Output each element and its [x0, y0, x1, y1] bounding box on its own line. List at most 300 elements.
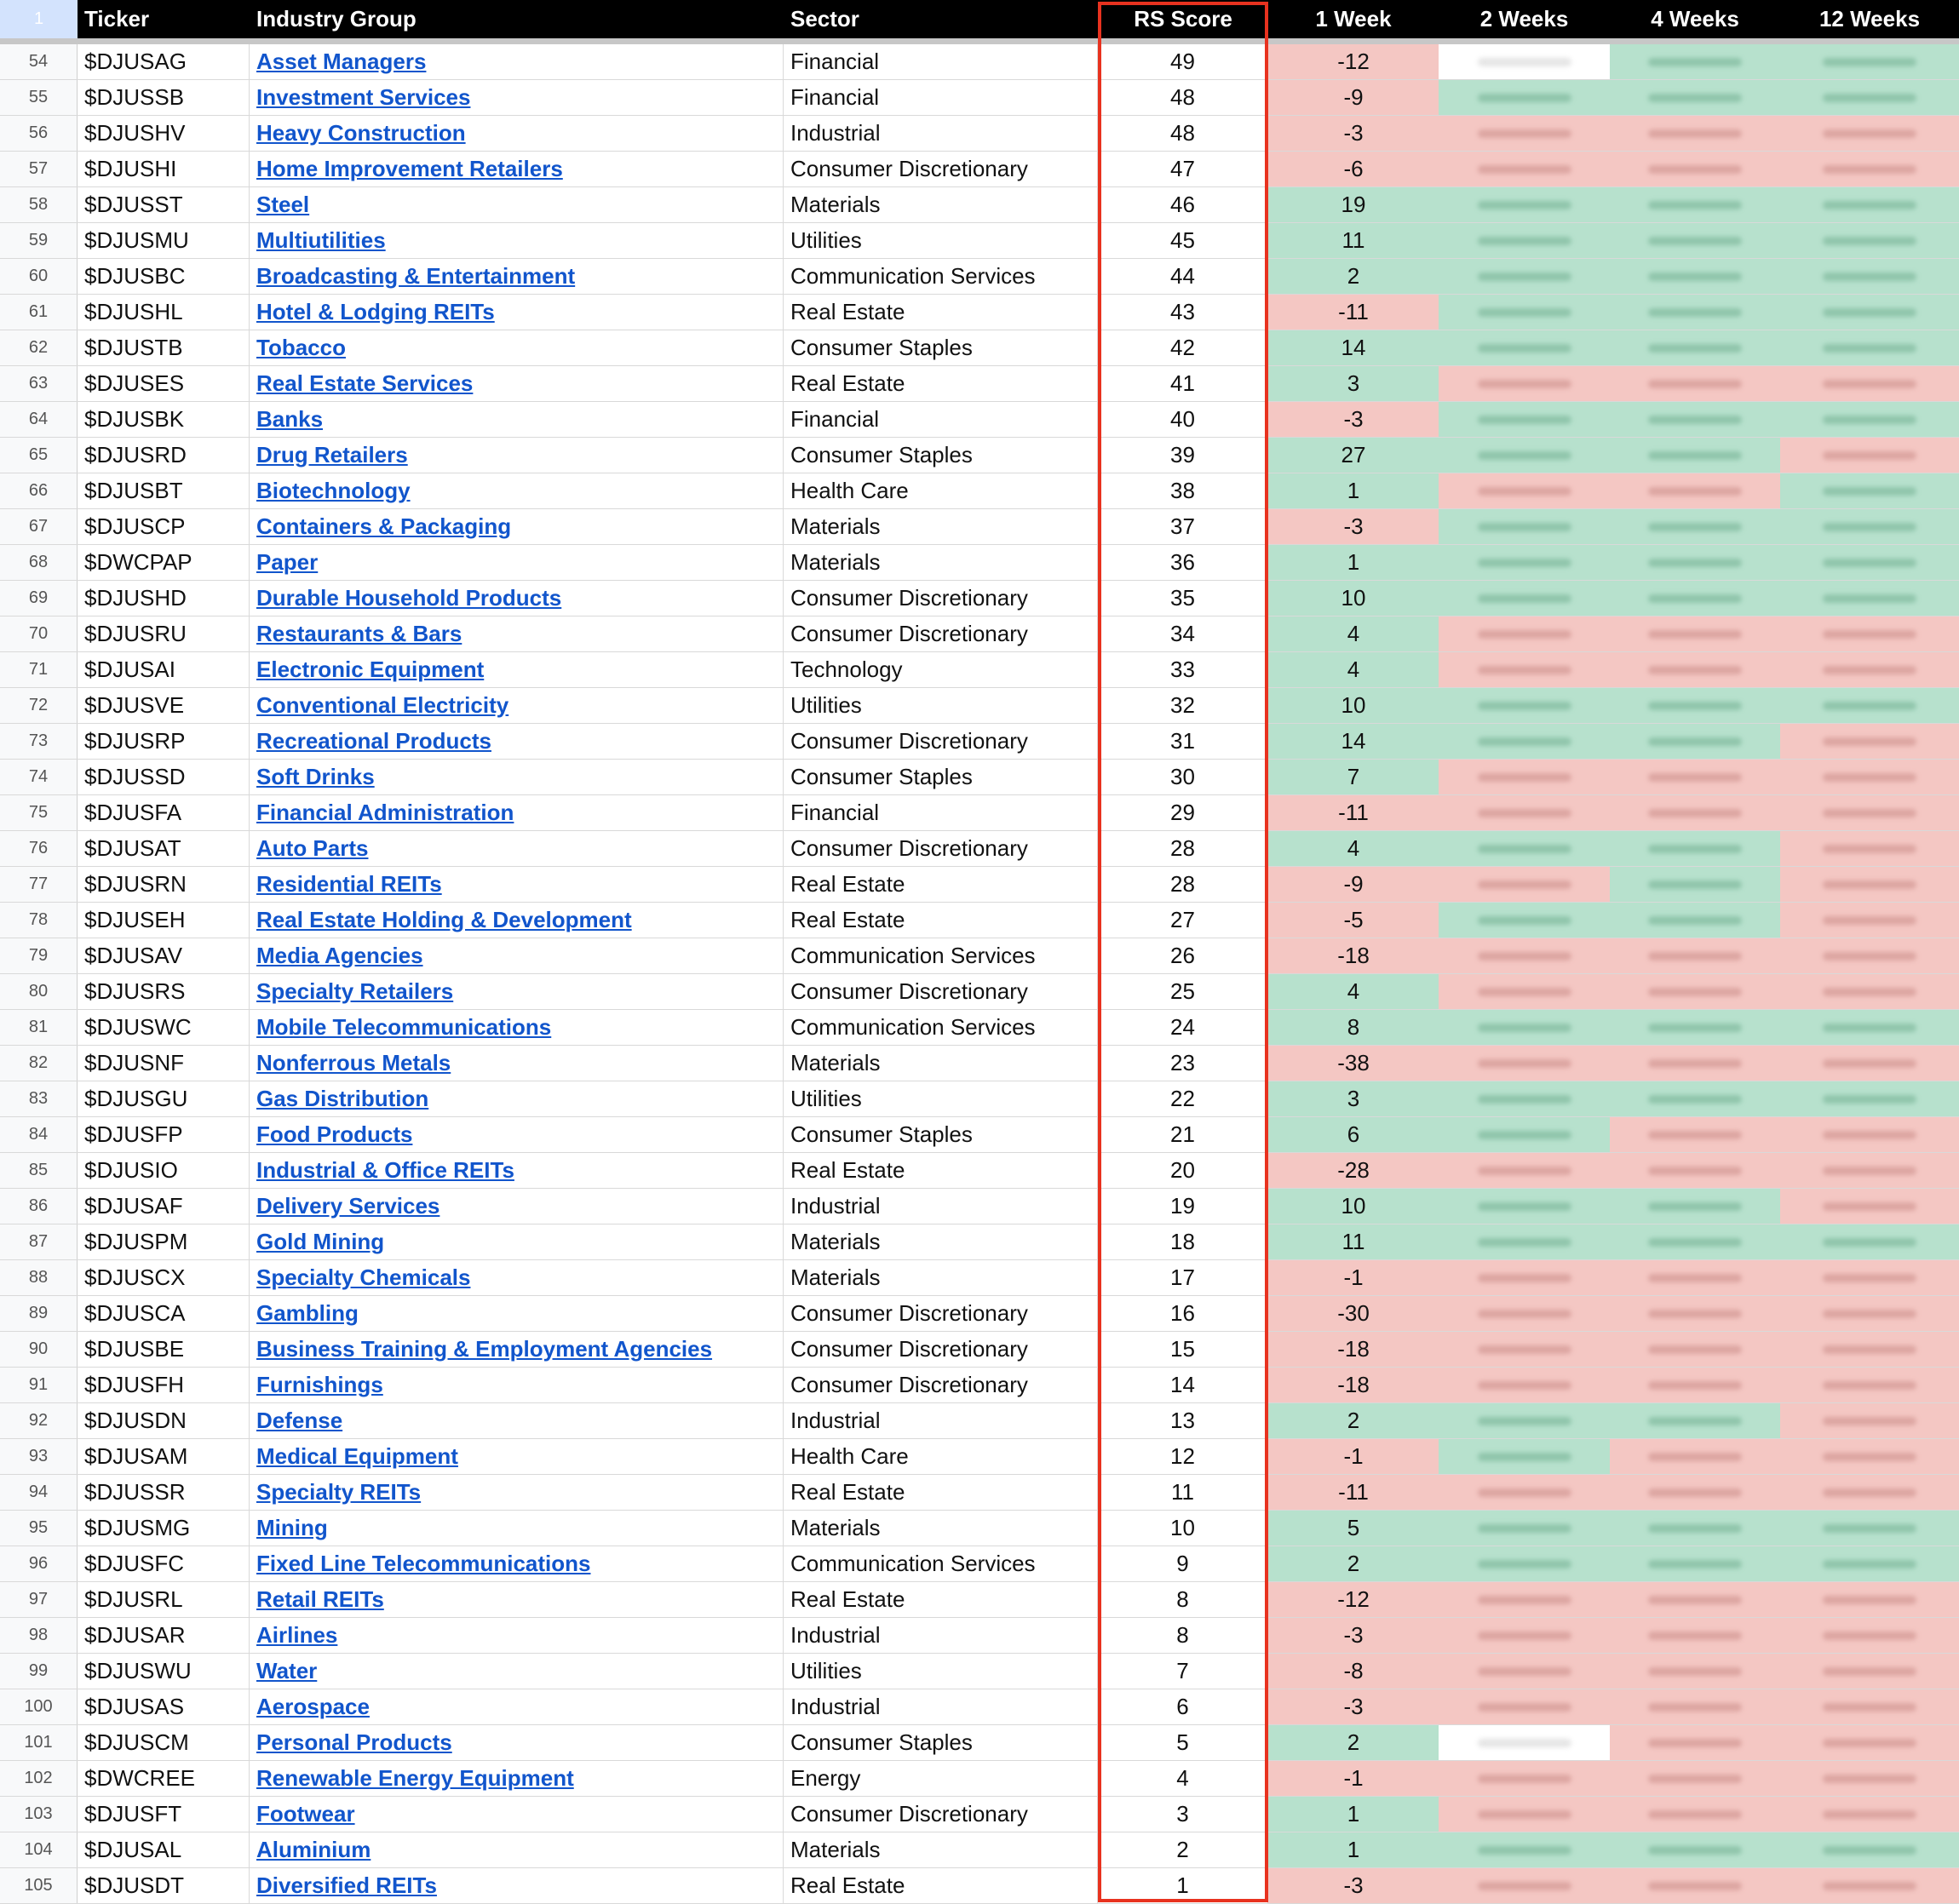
ticker-cell[interactable]: $DJUSCX	[78, 1260, 250, 1295]
sector-cell[interactable]: Consumer Discretionary	[784, 617, 1098, 651]
industry-group-cell[interactable]	[250, 1403, 784, 1438]
industry-group-cell[interactable]	[250, 1546, 784, 1581]
twelve-weeks-cell[interactable]	[1780, 652, 1959, 687]
one-week-change-cell[interactable]: 4	[1268, 974, 1439, 1009]
ticker-cell[interactable]: $DJUSIO	[78, 1153, 250, 1188]
industry-group-link[interactable]: Mobile Telecommunications	[256, 1014, 552, 1040]
one-week-change-cell[interactable]: 14	[1268, 724, 1439, 759]
industry-group-link[interactable]: Conventional Electricity	[256, 692, 509, 718]
twelve-weeks-cell[interactable]	[1780, 1117, 1959, 1152]
sector-cell[interactable]: Consumer Staples	[784, 1725, 1098, 1760]
industry-group-cell[interactable]	[250, 867, 784, 902]
two-weeks-cell[interactable]	[1439, 80, 1610, 115]
sector-cell[interactable]: Consumer Discretionary	[784, 724, 1098, 759]
industry-group-cell[interactable]	[250, 1511, 784, 1546]
row-number[interactable]: 104	[0, 1832, 78, 1867]
industry-group-cell[interactable]	[250, 1153, 784, 1188]
one-week-change-cell[interactable]: 1	[1268, 1797, 1439, 1832]
industry-group-link[interactable]: Real Estate Holding & Development	[256, 907, 632, 932]
two-weeks-cell[interactable]	[1439, 581, 1610, 616]
industry-group-link[interactable]: Personal Products	[256, 1729, 452, 1755]
row-number[interactable]: 56	[0, 116, 78, 151]
twelve-weeks-cell[interactable]	[1780, 545, 1959, 580]
rs-score-cell[interactable]: 11	[1098, 1475, 1268, 1510]
table-row[interactable]	[0, 1368, 1959, 1403]
twelve-weeks-cell[interactable]	[1780, 402, 1959, 437]
industry-group-cell[interactable]	[250, 1117, 784, 1152]
sector-cell[interactable]: Real Estate	[784, 295, 1098, 330]
row-number[interactable]: 75	[0, 795, 78, 830]
industry-group-link[interactable]: Nonferrous Metals	[256, 1050, 451, 1075]
one-week-change-cell[interactable]: -18	[1268, 1368, 1439, 1402]
industry-group-cell[interactable]	[250, 223, 784, 258]
one-week-change-cell[interactable]: -3	[1268, 1868, 1439, 1903]
sector-cell[interactable]: Health Care	[784, 473, 1098, 508]
rs-score-cell[interactable]: 34	[1098, 617, 1268, 651]
two-weeks-cell[interactable]	[1439, 402, 1610, 437]
rs-score-cell[interactable]: 10	[1098, 1511, 1268, 1546]
two-weeks-cell[interactable]	[1439, 938, 1610, 973]
table-row[interactable]	[0, 903, 1959, 938]
sector-cell[interactable]: Consumer Discretionary	[784, 1368, 1098, 1402]
twelve-weeks-cell[interactable]	[1780, 1046, 1959, 1081]
row-number[interactable]: 92	[0, 1403, 78, 1438]
twelve-weeks-cell[interactable]	[1780, 116, 1959, 151]
four-weeks-cell[interactable]	[1610, 1654, 1780, 1689]
industry-group-link[interactable]: Containers & Packaging	[256, 513, 512, 539]
table-row[interactable]	[0, 1797, 1959, 1832]
row-number[interactable]: 78	[0, 903, 78, 938]
ticker-cell[interactable]: $DJUSFC	[78, 1546, 250, 1581]
table-row[interactable]	[0, 795, 1959, 831]
sector-cell[interactable]: Consumer Discretionary	[784, 974, 1098, 1009]
row-number[interactable]: 84	[0, 1117, 78, 1152]
rs-score-cell[interactable]: 14	[1098, 1368, 1268, 1402]
rs-score-cell[interactable]: 12	[1098, 1439, 1268, 1474]
sector-cell[interactable]: Materials	[784, 1046, 1098, 1081]
one-week-change-cell[interactable]: -9	[1268, 80, 1439, 115]
row-number[interactable]: 94	[0, 1475, 78, 1510]
ticker-cell[interactable]: $DJUSFH	[78, 1368, 250, 1402]
four-weeks-cell[interactable]	[1610, 795, 1780, 830]
rs-score-cell[interactable]: 33	[1098, 652, 1268, 687]
two-weeks-cell[interactable]	[1439, 223, 1610, 258]
industry-group-link[interactable]: Gas Distribution	[256, 1086, 429, 1111]
four-weeks-cell[interactable]	[1610, 1010, 1780, 1045]
industry-group-cell[interactable]	[250, 80, 784, 115]
table-row[interactable]	[0, 1832, 1959, 1868]
industry-group-cell[interactable]	[250, 1189, 784, 1224]
row-number[interactable]: 87	[0, 1224, 78, 1259]
column-header-rs-score[interactable]: RS Score	[1134, 6, 1232, 32]
industry-group-cell[interactable]	[250, 116, 784, 151]
two-weeks-cell[interactable]	[1439, 795, 1610, 830]
sector-cell[interactable]: Materials	[784, 1511, 1098, 1546]
four-weeks-cell[interactable]	[1610, 1153, 1780, 1188]
industry-group-cell[interactable]	[250, 1224, 784, 1259]
sector-cell[interactable]: Consumer Discretionary	[784, 1332, 1098, 1367]
twelve-weeks-cell[interactable]	[1780, 795, 1959, 830]
industry-group-link[interactable]: Tobacco	[256, 335, 346, 360]
one-week-change-cell[interactable]: -30	[1268, 1296, 1439, 1331]
twelve-weeks-cell[interactable]	[1780, 1511, 1959, 1546]
ticker-cell[interactable]: $DJUSRS	[78, 974, 250, 1009]
two-weeks-cell[interactable]	[1439, 438, 1610, 473]
ticker-cell[interactable]: $DJUSHV	[78, 116, 250, 151]
one-week-change-cell[interactable]: -9	[1268, 867, 1439, 902]
two-weeks-cell[interactable]	[1439, 187, 1610, 222]
rs-score-cell[interactable]: 48	[1098, 80, 1268, 115]
twelve-weeks-cell[interactable]	[1780, 259, 1959, 294]
sector-cell[interactable]: Real Estate	[784, 366, 1098, 401]
two-weeks-cell[interactable]	[1439, 1368, 1610, 1402]
industry-group-cell[interactable]	[250, 1725, 784, 1760]
two-weeks-cell[interactable]	[1439, 1117, 1610, 1152]
twelve-weeks-cell[interactable]	[1780, 903, 1959, 938]
industry-group-link[interactable]: Gold Mining	[256, 1229, 385, 1254]
four-weeks-cell[interactable]	[1610, 80, 1780, 115]
table-row[interactable]	[0, 1618, 1959, 1654]
four-weeks-cell[interactable]	[1610, 867, 1780, 902]
rs-score-cell[interactable]: 42	[1098, 330, 1268, 365]
row-number[interactable]: 62	[0, 330, 78, 365]
ticker-cell[interactable]: $DJUSCM	[78, 1725, 250, 1760]
four-weeks-cell[interactable]	[1610, 1260, 1780, 1295]
industry-group-link[interactable]: Aerospace	[256, 1694, 370, 1719]
industry-group-link[interactable]: Recreational Products	[256, 728, 491, 754]
table-row[interactable]	[0, 187, 1959, 223]
four-weeks-cell[interactable]	[1610, 1546, 1780, 1581]
table-row[interactable]	[0, 1332, 1959, 1368]
industry-group-link[interactable]: Diversified REITs	[256, 1872, 437, 1898]
row-number[interactable]: 74	[0, 760, 78, 794]
industry-group-cell[interactable]	[250, 402, 784, 437]
one-week-change-cell[interactable]: -11	[1268, 295, 1439, 330]
rs-score-cell[interactable]: 29	[1098, 795, 1268, 830]
rs-score-cell[interactable]: 43	[1098, 295, 1268, 330]
ticker-cell[interactable]: $DJUSFA	[78, 795, 250, 830]
four-weeks-cell[interactable]	[1610, 1761, 1780, 1796]
twelve-weeks-cell[interactable]	[1780, 1546, 1959, 1581]
sector-cell[interactable]: Consumer Discretionary	[784, 831, 1098, 866]
rs-score-cell[interactable]: 28	[1098, 867, 1268, 902]
one-week-change-cell[interactable]: 4	[1268, 831, 1439, 866]
row-number[interactable]: 103	[0, 1797, 78, 1832]
industry-group-cell[interactable]	[250, 1296, 784, 1331]
rs-score-cell[interactable]: 8	[1098, 1618, 1268, 1653]
industry-group-link[interactable]: Electronic Equipment	[256, 657, 485, 682]
row-number[interactable]: 88	[0, 1260, 78, 1295]
twelve-weeks-cell[interactable]	[1780, 1332, 1959, 1367]
ticker-cell[interactable]: $DJUSBT	[78, 473, 250, 508]
twelve-weeks-cell[interactable]	[1780, 724, 1959, 759]
row-number[interactable]: 100	[0, 1689, 78, 1724]
row-number[interactable]: 58	[0, 187, 78, 222]
industry-group-cell[interactable]	[250, 1439, 784, 1474]
table-row[interactable]	[0, 366, 1959, 402]
table-row[interactable]	[0, 1153, 1959, 1189]
ticker-cell[interactable]: $DWCREE	[78, 1761, 250, 1796]
ticker-cell[interactable]: $DJUSHI	[78, 152, 250, 186]
industry-group-link[interactable]: Real Estate Services	[256, 370, 474, 396]
industry-group-cell[interactable]	[250, 187, 784, 222]
one-week-change-cell[interactable]: -38	[1268, 1046, 1439, 1081]
four-weeks-cell[interactable]	[1610, 1046, 1780, 1081]
sector-cell[interactable]: Utilities	[784, 1654, 1098, 1689]
row-number[interactable]: 83	[0, 1081, 78, 1116]
column-header-sector[interactable]: Sector	[790, 6, 859, 32]
four-weeks-cell[interactable]	[1610, 652, 1780, 687]
sector-cell[interactable]: Real Estate	[784, 1475, 1098, 1510]
sector-cell[interactable]: Real Estate	[784, 903, 1098, 938]
row-number[interactable]: 96	[0, 1546, 78, 1581]
one-week-change-cell[interactable]: -3	[1268, 1689, 1439, 1724]
sector-cell[interactable]: Industrial	[784, 1403, 1098, 1438]
two-weeks-cell[interactable]	[1439, 1403, 1610, 1438]
table-row[interactable]	[0, 1224, 1959, 1260]
twelve-weeks-cell[interactable]	[1780, 1189, 1959, 1224]
four-weeks-cell[interactable]	[1610, 1582, 1780, 1617]
industry-group-cell[interactable]	[250, 938, 784, 973]
four-weeks-cell[interactable]	[1610, 617, 1780, 651]
table-row[interactable]	[0, 617, 1959, 652]
one-week-change-cell[interactable]: -11	[1268, 795, 1439, 830]
sector-cell[interactable]: Materials	[784, 509, 1098, 544]
twelve-weeks-cell[interactable]	[1780, 473, 1959, 508]
four-weeks-cell[interactable]	[1610, 1618, 1780, 1653]
ticker-cell[interactable]: $DJUSWC	[78, 1010, 250, 1045]
twelve-weeks-cell[interactable]	[1780, 1654, 1959, 1689]
two-weeks-cell[interactable]	[1439, 652, 1610, 687]
one-week-change-cell[interactable]: -28	[1268, 1153, 1439, 1188]
one-week-change-cell[interactable]: -1	[1268, 1260, 1439, 1295]
table-row[interactable]	[0, 1475, 1959, 1511]
two-weeks-cell[interactable]	[1439, 295, 1610, 330]
twelve-weeks-cell[interactable]	[1780, 330, 1959, 365]
ticker-cell[interactable]: $DJUSRN	[78, 867, 250, 902]
table-row[interactable]	[0, 1546, 1959, 1582]
table-row[interactable]	[0, 1010, 1959, 1046]
industry-group-link[interactable]: Mining	[256, 1515, 328, 1540]
table-row[interactable]	[0, 116, 1959, 152]
industry-group-cell[interactable]	[250, 152, 784, 186]
one-week-change-cell[interactable]: 2	[1268, 259, 1439, 294]
twelve-weeks-cell[interactable]	[1780, 1224, 1959, 1259]
row-number[interactable]: 93	[0, 1439, 78, 1474]
twelve-weeks-cell[interactable]	[1780, 1403, 1959, 1438]
row-number[interactable]: 55	[0, 80, 78, 115]
ticker-cell[interactable]: $DJUSAL	[78, 1832, 250, 1867]
row-number[interactable]: 61	[0, 295, 78, 330]
one-week-change-cell[interactable]: -3	[1268, 1618, 1439, 1653]
one-week-change-cell[interactable]: -12	[1268, 44, 1439, 79]
twelve-weeks-cell[interactable]	[1780, 187, 1959, 222]
row-number[interactable]: 64	[0, 402, 78, 437]
table-row[interactable]	[0, 259, 1959, 295]
rs-score-cell[interactable]: 22	[1098, 1081, 1268, 1116]
rs-score-cell[interactable]: 38	[1098, 473, 1268, 508]
two-weeks-cell[interactable]	[1439, 724, 1610, 759]
one-week-change-cell[interactable]: -18	[1268, 938, 1439, 973]
sector-cell[interactable]: Utilities	[784, 688, 1098, 723]
row-number[interactable]: 71	[0, 652, 78, 687]
four-weeks-cell[interactable]	[1610, 402, 1780, 437]
ticker-cell[interactable]: $DJUSNF	[78, 1046, 250, 1081]
industry-group-cell[interactable]	[250, 438, 784, 473]
four-weeks-cell[interactable]	[1610, 903, 1780, 938]
industry-group-link[interactable]: Auto Parts	[256, 835, 369, 861]
sector-cell[interactable]: Industrial	[784, 116, 1098, 151]
industry-group-link[interactable]: Fixed Line Telecommunications	[256, 1551, 591, 1576]
industry-group-cell[interactable]	[250, 1046, 784, 1081]
rs-score-cell[interactable]: 7	[1098, 1654, 1268, 1689]
four-weeks-cell[interactable]	[1610, 545, 1780, 580]
sector-cell[interactable]: Financial	[784, 80, 1098, 115]
sector-cell[interactable]: Communication Services	[784, 1010, 1098, 1045]
two-weeks-cell[interactable]	[1439, 1797, 1610, 1832]
sector-cell[interactable]: Communication Services	[784, 938, 1098, 973]
one-week-change-cell[interactable]: 10	[1268, 688, 1439, 723]
sector-cell[interactable]: Communication Services	[784, 259, 1098, 294]
sector-cell[interactable]: Materials	[784, 545, 1098, 580]
rs-score-cell[interactable]: 18	[1098, 1224, 1268, 1259]
row-number[interactable]: 86	[0, 1189, 78, 1224]
row-number[interactable]: 59	[0, 223, 78, 258]
ticker-cell[interactable]: $DJUSAV	[78, 938, 250, 973]
industry-group-cell[interactable]	[250, 44, 784, 79]
table-row[interactable]	[0, 1117, 1959, 1153]
two-weeks-cell[interactable]	[1439, 903, 1610, 938]
one-week-change-cell[interactable]: 10	[1268, 1189, 1439, 1224]
one-week-change-cell[interactable]: -11	[1268, 1475, 1439, 1510]
industry-group-link[interactable]: Gambling	[256, 1300, 359, 1326]
industry-group-link[interactable]: Multiutilities	[256, 227, 386, 253]
one-week-change-cell[interactable]: 7	[1268, 760, 1439, 794]
four-weeks-cell[interactable]	[1610, 1081, 1780, 1116]
column-header-12-weeks[interactable]: 12 Weeks	[1818, 6, 1921, 32]
rs-score-cell[interactable]: 21	[1098, 1117, 1268, 1152]
row-number[interactable]: 90	[0, 1332, 78, 1367]
table-row[interactable]	[0, 724, 1959, 760]
row-number[interactable]: 57	[0, 152, 78, 186]
one-week-change-cell[interactable]: 2	[1268, 1725, 1439, 1760]
industry-group-link[interactable]: Biotechnology	[256, 478, 411, 503]
industry-group-link[interactable]: Paper	[256, 549, 319, 575]
sector-cell[interactable]: Materials	[784, 1224, 1098, 1259]
row-number[interactable]: 67	[0, 509, 78, 544]
row-number[interactable]: 80	[0, 974, 78, 1009]
rs-score-cell[interactable]: 41	[1098, 366, 1268, 401]
two-weeks-cell[interactable]	[1439, 1546, 1610, 1581]
two-weeks-cell[interactable]	[1439, 330, 1610, 365]
rs-score-cell[interactable]: 45	[1098, 223, 1268, 258]
two-weeks-cell[interactable]	[1439, 152, 1610, 186]
rs-score-cell[interactable]: 35	[1098, 581, 1268, 616]
table-row[interactable]	[0, 1081, 1959, 1117]
rs-score-cell[interactable]: 1	[1098, 1868, 1268, 1903]
sector-cell[interactable]: Health Care	[784, 1439, 1098, 1474]
industry-group-cell[interactable]	[250, 1260, 784, 1295]
two-weeks-cell[interactable]	[1439, 1654, 1610, 1689]
row-number[interactable]: 66	[0, 473, 78, 508]
industry-group-link[interactable]: Media Agencies	[256, 943, 423, 968]
industry-group-cell[interactable]	[250, 831, 784, 866]
one-week-change-cell[interactable]: 1	[1268, 473, 1439, 508]
twelve-weeks-cell[interactable]	[1780, 1832, 1959, 1867]
twelve-weeks-cell[interactable]	[1780, 1725, 1959, 1760]
table-row[interactable]	[0, 1689, 1959, 1725]
rs-score-cell[interactable]: 30	[1098, 760, 1268, 794]
one-week-change-cell[interactable]: -18	[1268, 1332, 1439, 1367]
one-week-change-cell[interactable]: -6	[1268, 152, 1439, 186]
one-week-change-cell[interactable]: 2	[1268, 1403, 1439, 1438]
sector-cell[interactable]: Materials	[784, 1832, 1098, 1867]
industry-group-cell[interactable]	[250, 903, 784, 938]
one-week-change-cell[interactable]: 1	[1268, 545, 1439, 580]
industry-group-link[interactable]: Airlines	[256, 1622, 338, 1648]
rs-score-cell[interactable]: 25	[1098, 974, 1268, 1009]
industry-group-link[interactable]: Retail REITs	[256, 1586, 384, 1612]
rs-score-cell[interactable]: 49	[1098, 44, 1268, 79]
table-row[interactable]	[0, 152, 1959, 187]
twelve-weeks-cell[interactable]	[1780, 617, 1959, 651]
rs-score-cell[interactable]: 2	[1098, 1832, 1268, 1867]
twelve-weeks-cell[interactable]	[1780, 1689, 1959, 1724]
four-weeks-cell[interactable]	[1610, 116, 1780, 151]
industry-group-cell[interactable]	[250, 545, 784, 580]
industry-group-link[interactable]: Broadcasting & Entertainment	[256, 263, 576, 289]
row-number[interactable]: 99	[0, 1654, 78, 1689]
industry-group-link[interactable]: Industrial & Office REITs	[256, 1157, 514, 1183]
two-weeks-cell[interactable]	[1439, 1296, 1610, 1331]
two-weeks-cell[interactable]	[1439, 116, 1610, 151]
ticker-cell[interactable]: $DJUSGU	[78, 1081, 250, 1116]
one-week-change-cell[interactable]: 27	[1268, 438, 1439, 473]
sector-cell[interactable]: Industrial	[784, 1618, 1098, 1653]
four-weeks-cell[interactable]	[1610, 974, 1780, 1009]
ticker-cell[interactable]: $DJUSDN	[78, 1403, 250, 1438]
ticker-cell[interactable]: $DJUSBE	[78, 1332, 250, 1367]
sector-cell[interactable]: Real Estate	[784, 1582, 1098, 1617]
rs-score-cell[interactable]: 20	[1098, 1153, 1268, 1188]
ticker-cell[interactable]: $DJUSEH	[78, 903, 250, 938]
ticker-cell[interactable]: $DJUSSR	[78, 1475, 250, 1510]
table-row[interactable]	[0, 867, 1959, 903]
column-header-ticker[interactable]: Ticker	[84, 6, 150, 32]
one-week-change-cell[interactable]: -3	[1268, 509, 1439, 544]
ticker-cell[interactable]: $DJUSRD	[78, 438, 250, 473]
industry-group-link[interactable]: Residential REITs	[256, 871, 442, 897]
rs-score-cell[interactable]: 6	[1098, 1689, 1268, 1724]
twelve-weeks-cell[interactable]	[1780, 509, 1959, 544]
one-week-change-cell[interactable]: 4	[1268, 652, 1439, 687]
four-weeks-cell[interactable]	[1610, 1368, 1780, 1402]
four-weeks-cell[interactable]	[1610, 760, 1780, 794]
ticker-cell[interactable]: $DJUSAF	[78, 1189, 250, 1224]
industry-group-cell[interactable]	[250, 1081, 784, 1116]
twelve-weeks-cell[interactable]	[1780, 1010, 1959, 1045]
table-row[interactable]	[0, 545, 1959, 581]
rs-score-cell[interactable]: 16	[1098, 1296, 1268, 1331]
four-weeks-cell[interactable]	[1610, 1868, 1780, 1903]
four-weeks-cell[interactable]	[1610, 1332, 1780, 1367]
row-number[interactable]: 97	[0, 1582, 78, 1617]
rs-score-cell[interactable]: 46	[1098, 187, 1268, 222]
industry-group-link[interactable]: Investment Services	[256, 84, 471, 110]
sector-cell[interactable]: Consumer Staples	[784, 438, 1098, 473]
row-number[interactable]: 98	[0, 1618, 78, 1653]
four-weeks-cell[interactable]	[1610, 1832, 1780, 1867]
